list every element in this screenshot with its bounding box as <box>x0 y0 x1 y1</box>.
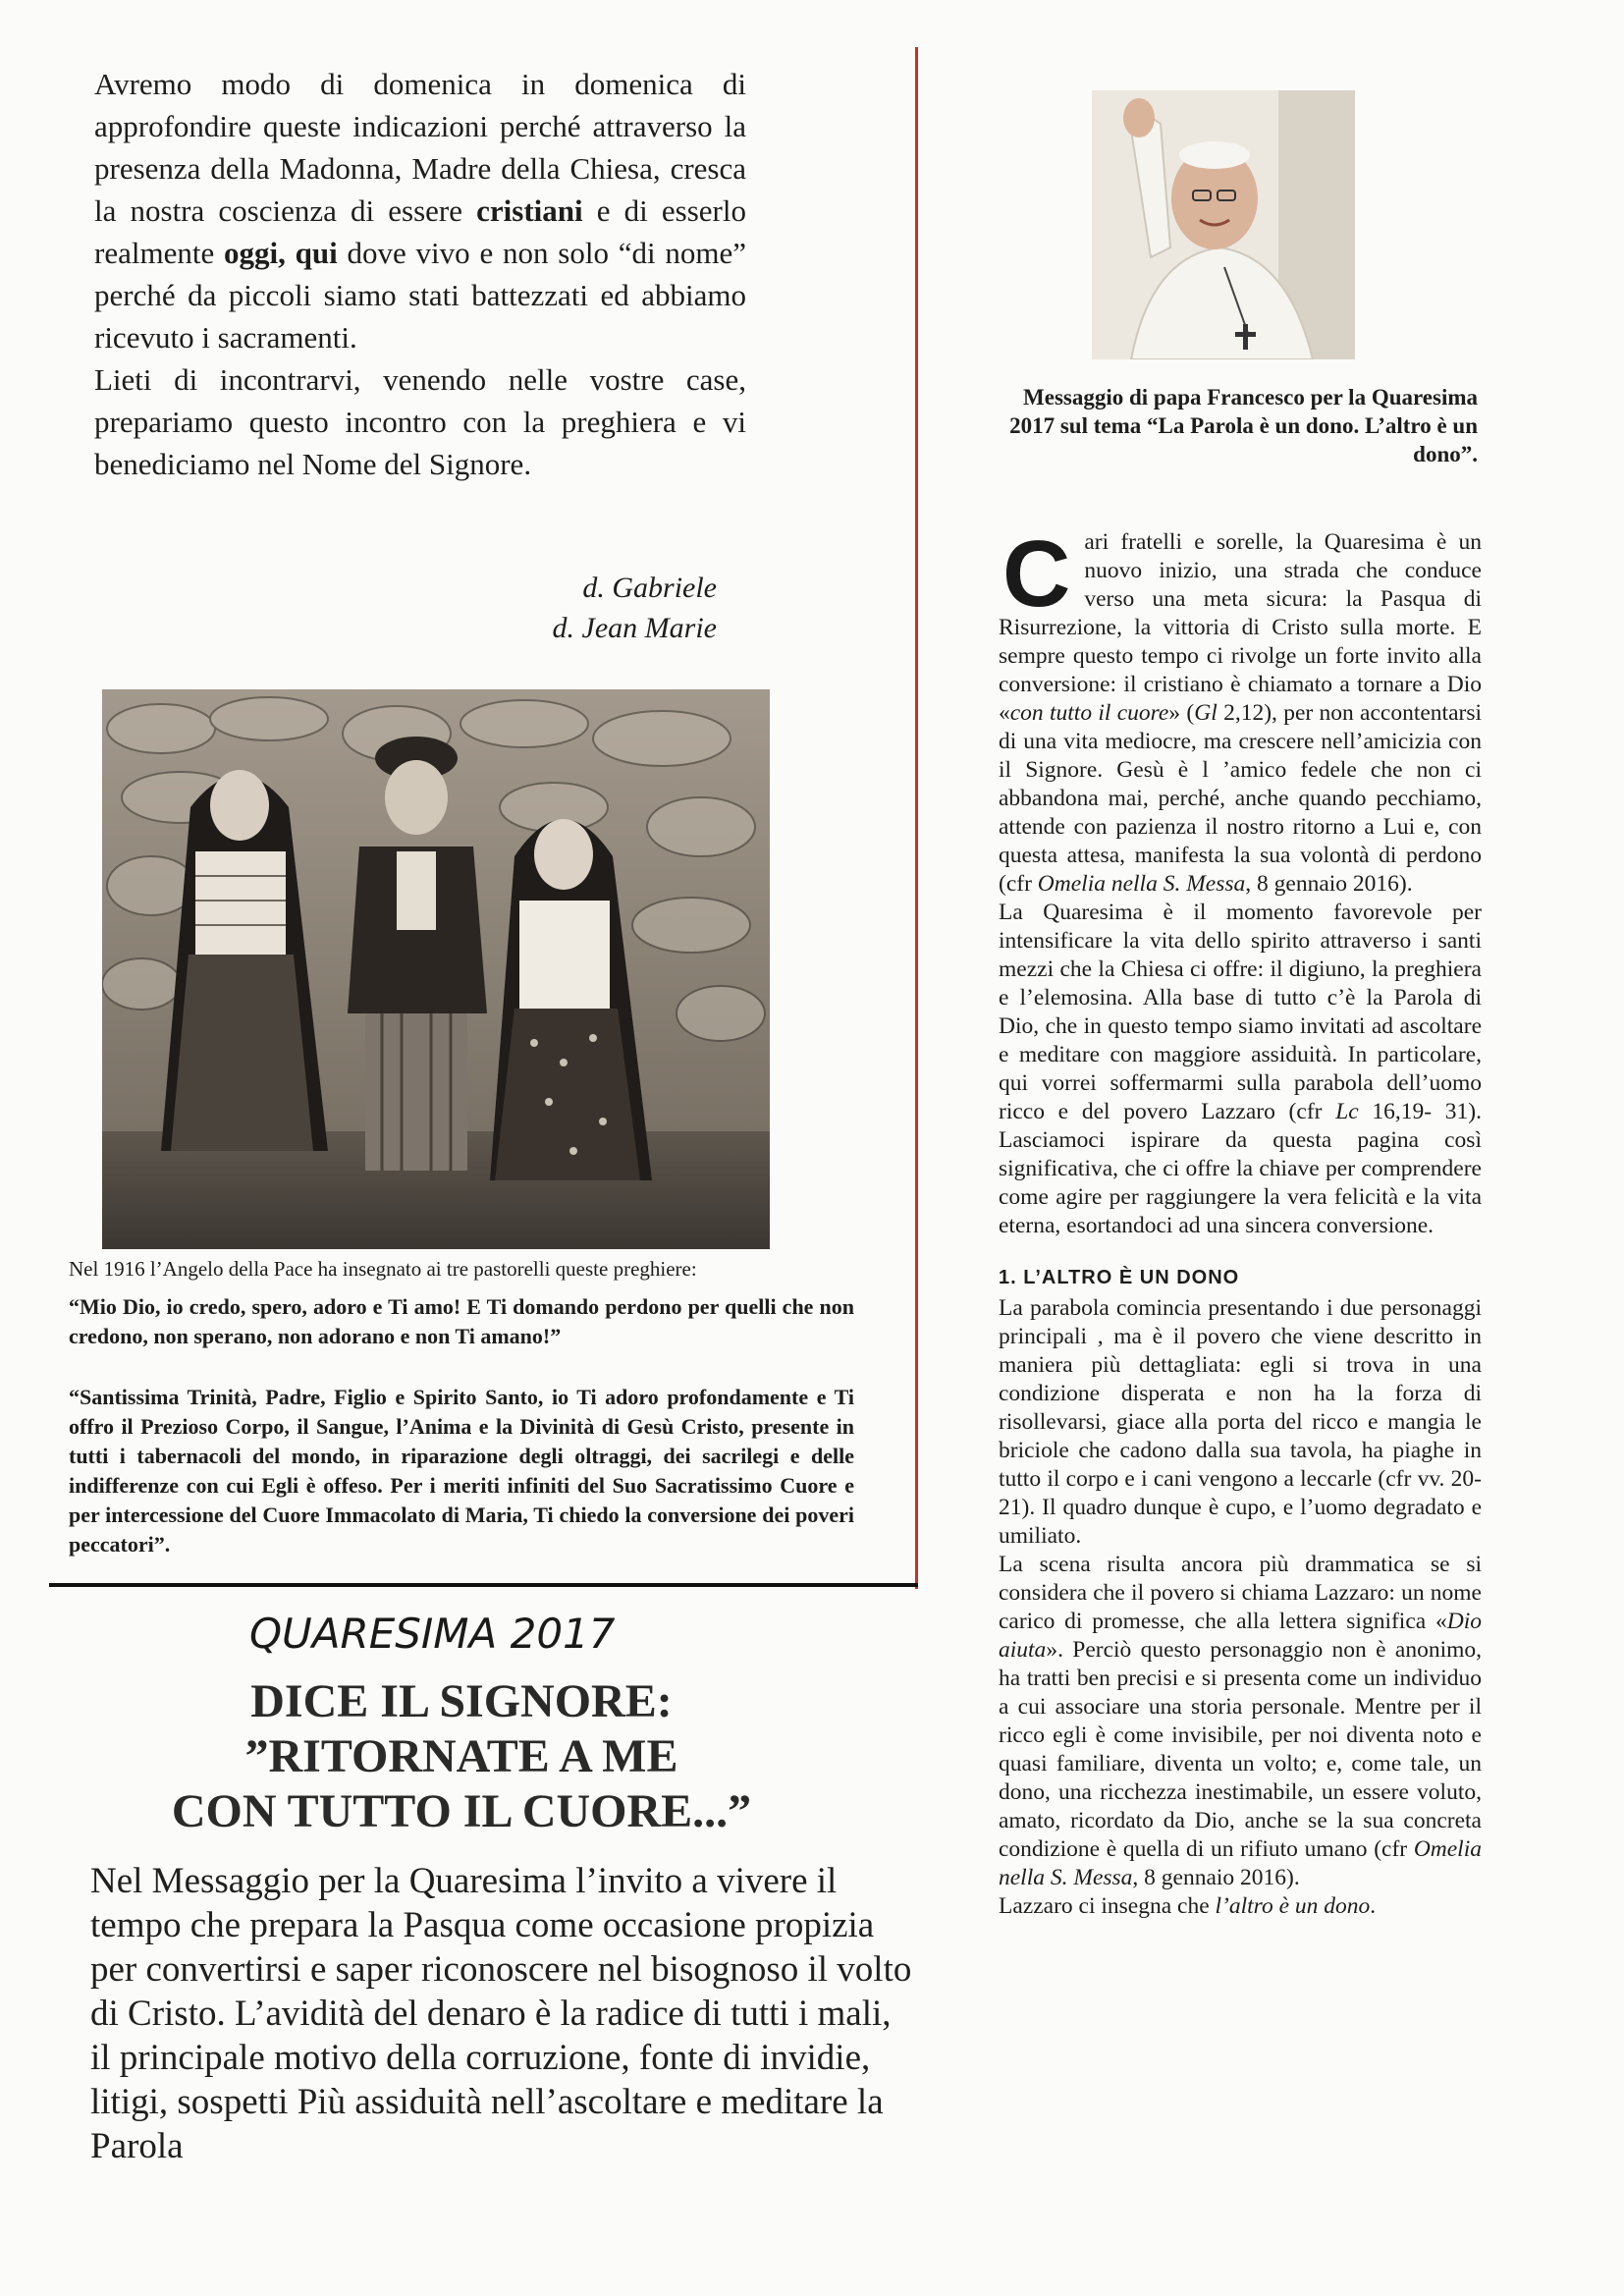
signature-gabriele: d. Gabriele <box>582 572 717 604</box>
message-paragraph-3: La parabola comincia presentando i due personaggi principali , ma è il povero che viene descritto in maniera più dettagliata: egli si trova in una condizione disperata e non ha la forza di risollevarsi, giace alla porta del ricco e mangia le briciole che cadono dalla sua tavola, ha piaghe in tutto il corpo e i cani vengono a leccarle (cfr vv. 20-21). Il quadro dunque è cupo, e l’uomo degradato e umiliato. <box>999 1295 1482 1549</box>
handwritten-note <box>245 1597 736 1667</box>
section-divider <box>49 1583 918 1587</box>
headline <box>118 1674 805 1839</box>
section-heading: 1. L’ALTRO È UN DONO <box>999 1267 1240 1288</box>
message-body <box>999 521 1483 1921</box>
intro-paragraph-1: Avremo modo di domenica in domenica di approfondire queste indicazioni perché attraverso la presenza della Madonna, Madre della Chiesa, cresca la nostra coscienza di essere cristiani e di esserlo realmente oggi, qui dove vivo e non solo “di nome” perché da piccoli siamo stati battezzati ed abbiamo ricevuto i sacramenti. <box>94 67 747 355</box>
drop-cap: C <box>1002 521 1071 627</box>
message-paragraph-2: La Quaresima è il momento favorevole per intensificare la vita dello spirito attraverso i santi mezzi che la Chiesa ci offre: il digiuno, la preghiera e l’elemosina. Alla base di tutto c’è la Parola di Dio, che in questo tempo siamo invitati ad ascoltare e meditare con maggiore assiduità. In particolare, qui vorrei soffermarmi sulla parabola dell’uomo ricco e del povero Lazzaro (cfr Lc 16,19- 31). Lasciamoci ispirare da questa pagina così significativa, che ci offre la chiave per comprendere come agire per raggiungere la vera felicità e la vita eterna, esortandoci ad una sincera conversione. <box>999 900 1483 1238</box>
pope-francis-photo <box>1092 90 1355 359</box>
photo-caption: Nel 1916 l’Angelo della Pace ha insegnato ai tre pastorelli queste preghiere: <box>69 1257 697 1281</box>
prayer-1: “Mio Dio, io credo, spero, adoro e Ti amo! E Ti domando perdono per quelli che non credono, non sperano, non adorano e non Ti amano!” <box>69 1294 854 1348</box>
signature-jean-marie: d. Jean Marie <box>552 612 717 644</box>
message-paragraph-1: Cari fratelli e sorelle, la Quaresima è un nuovo inizio, una strada che conduce verso una meta sicura: la Pasqua di Risurrezione, la vittoria di Cristo sulla morte. E sempre questo tempo ci rivolge un forte invito alla conversione: il cristiano è chiamato a tornare a Dio «con tutto il cuore» (Gl 2,12), per non accontentarsi di una vita mediocre, ma crescere nell’amicizia con il Signore. Gesù è l ’amico fedele che non ci abbandona mai, perché, anche quando pecchiamo, attende con pazienza il nostro ritorno a Lui e, con questa attesa, manifesta la sua volontà di perdono (cfr Omelia nella S. Messa, 8 gennaio 2016). <box>999 521 1483 897</box>
headline-line-1: DICE IL SIGNORE: <box>250 1675 673 1727</box>
signatures <box>471 568 717 648</box>
shepherd-children-photo <box>102 689 770 1249</box>
column-divider <box>915 47 918 1589</box>
message-paragraph-5: Lazzaro ci insegna che l’altro è un dono. <box>999 1893 1377 1919</box>
headline-line-3: CON TUTTO IL CUORE...” <box>171 1785 752 1837</box>
message-title: Messaggio di papa Francesco per la Quaresima 2017 sul tema “La Parola è un dono. L’altro è un dono”. <box>1009 385 1478 466</box>
headline-line-2: ”RITORNATE A ME <box>244 1730 678 1782</box>
intro-text <box>94 63 746 485</box>
handwritten-note-text: QUARESIMA 2017 <box>249 1610 616 1658</box>
summary-text: Nel Messaggio per la Quaresima l’invito a vivere il tempo che prepara la Pasqua come occasione propizia per convertirsi e saper riconoscere nel bisognoso il volto di Cristo. L’avidità del denaro è la radice di tutti i mali, il principale motivo della corruzione, fonte di invidie, litigi, sospetti Più assiduità nell’ascoltare e meditare la Parola <box>90 1861 912 2166</box>
message-paragraph-4: La scena risulta ancora più drammatica se si considera che il povero si chiama Lazzaro: un nome carico di promesse, che alla lettera significa «Dio aiuta». Perciò questo personaggio non è anonimo, ha tratti ben precisi e si presenta come un individuo a cui associare una storia personale. Mentre per il ricco egli è come invisibile, per noi diventa noto e quasi familiare, diventa un volto; e, come tale, un dono, una ricchezza inestimabile, un essere voluto, amato, ricordato da Dio, anche se la sua concreta condizione è quella di un rifiuto umano (cfr Omelia nella S. Messa, 8 gennaio 2016). <box>999 1552 1482 1890</box>
prayer-2: “Santissima Trinità, Padre, Figlio e Spirito Santo, io Ti adoro profondamente e Ti offro il Prezioso Corpo, il Sangue, l’Anima e la Divinità di Gesù Cristo, presente in tutti i tabernacoli del mondo, in riparazione degli oltraggi, dei sacrilegi e delle indifferenze con cui Egli è offeso. Per i meriti infiniti del Suo Sacratissimo Cuore e per intercessione del Cuore Immacolato di Maria, Ti chiedo la conversione dei poveri peccatori”. <box>69 1385 854 1557</box>
intro-paragraph-2: Lieti di incontrarvi, venendo nelle vostre case, prepariamo questo incontro con la preghiera e vi benediciamo nel Nome del Signore. <box>94 362 746 481</box>
